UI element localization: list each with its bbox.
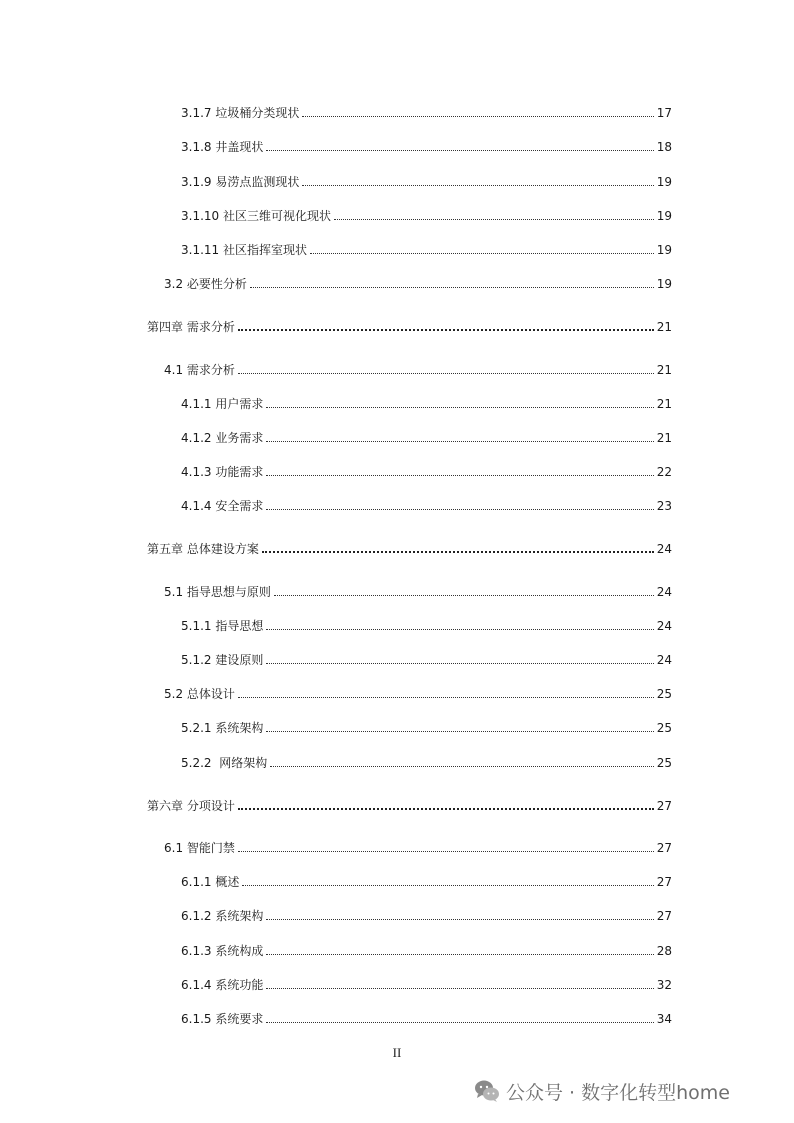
toc-entry-number: 6.1.5	[181, 1012, 212, 1026]
toc-leader-dots	[302, 185, 653, 186]
toc-entry-number: 6.1.1	[181, 875, 212, 889]
toc-entry-page: 21	[656, 320, 672, 334]
toc-leader-dots	[266, 407, 653, 408]
toc-entry-label: 需求分析	[186, 363, 235, 377]
toc-entry-label: 用户需求	[215, 397, 264, 411]
toc-entry-number: 4.1.3	[181, 465, 212, 479]
toc-leader-dots	[266, 629, 653, 630]
toc-leader-dots	[302, 116, 653, 117]
toc-entry-title	[181, 242, 310, 258]
toc-entry-label: 概述	[215, 875, 240, 889]
toc-subsection[interactable]	[181, 172, 672, 190]
toc-subsection[interactable]	[181, 103, 672, 121]
toc-entry-number: 5.1.1	[181, 619, 212, 633]
toc-entry-page: 25	[656, 687, 672, 701]
toc-entry-title	[181, 755, 270, 771]
toc-entry-number: 6.1.2	[181, 909, 212, 923]
toc-entry-number: 第四章	[147, 320, 184, 334]
toc-leader-dots	[266, 150, 653, 151]
toc-entry-title	[181, 430, 266, 446]
toc-entry-page: 24	[656, 653, 672, 667]
toc-entry-page: 27	[656, 841, 672, 855]
toc-entry-title	[181, 464, 266, 480]
toc-subsection[interactable]	[181, 718, 672, 736]
watermark-text: 公众号 · 数字化转型home	[506, 1081, 730, 1104]
toc-subsection[interactable]	[181, 872, 672, 890]
toc-leader-dots	[250, 287, 654, 288]
toc-entry-page: 21	[656, 363, 672, 377]
toc-subsection[interactable]	[181, 1009, 672, 1027]
toc-subsection[interactable]	[181, 906, 672, 924]
toc-entry-title	[181, 977, 266, 993]
toc-entry-label: 社区三维可视化现状	[223, 209, 332, 223]
toc-entry-page: 19	[656, 243, 672, 257]
toc-entry-page: 21	[656, 431, 672, 445]
toc-subsection[interactable]	[181, 941, 672, 959]
toc-subsection[interactable]	[181, 753, 672, 771]
toc-entry-title	[164, 686, 238, 702]
toc-entry-number: 3.2	[164, 277, 184, 291]
toc-subsection[interactable]	[181, 240, 672, 258]
toc-entry-number: 6.1	[164, 841, 184, 855]
toc-entry-page: 24	[656, 585, 672, 599]
toc-entry-label: 业务需求	[215, 431, 264, 445]
toc-entry-title	[147, 541, 262, 557]
toc-entry-label: 总体建设方案	[186, 542, 259, 556]
toc-entry-label: 社区指挥室现状	[223, 243, 308, 257]
toc-leader-dots	[242, 885, 653, 886]
toc-entry-page: 18	[656, 140, 672, 154]
toc-entry-number: 3.1.9	[181, 175, 212, 189]
toc-section[interactable]	[164, 360, 672, 378]
toc-leader-dots	[266, 441, 653, 442]
toc-entry-number: 4.1	[164, 363, 184, 377]
toc-subsection[interactable]	[181, 462, 672, 480]
toc-entry-title	[164, 840, 238, 856]
toc-chapter[interactable]	[147, 317, 672, 335]
toc-entry-number: 5.2.1	[181, 721, 212, 735]
toc-leader-dots	[262, 551, 654, 553]
toc-entry-number: 5.1	[164, 585, 184, 599]
toc-section[interactable]	[164, 684, 672, 702]
toc-entry-number: 3.1.11	[181, 243, 220, 257]
toc-entry-label: 垃圾桶分类现状	[215, 106, 300, 120]
toc-entry-label: 系统功能	[215, 978, 264, 992]
toc-entry-title	[181, 943, 266, 959]
toc-leader-dots	[266, 663, 653, 664]
toc-entry-number: 3.1.7	[181, 106, 212, 120]
toc-entry-page: 34	[656, 1012, 672, 1026]
toc-entry-page: 23	[656, 499, 672, 513]
toc-subsection[interactable]	[181, 137, 672, 155]
toc-entry-number: 6.1.3	[181, 944, 212, 958]
toc-entry-title	[164, 584, 274, 600]
toc-section[interactable]	[164, 838, 672, 856]
toc-entry-page: 19	[656, 175, 672, 189]
toc-entry-label: 井盖现状	[215, 140, 264, 154]
toc-entry-title	[147, 319, 238, 335]
toc-entry-page: 28	[656, 944, 672, 958]
toc-entry-title	[181, 618, 266, 634]
toc-entry-title	[181, 208, 334, 224]
toc-entry-label: 建设原则	[215, 653, 264, 667]
toc-entry-number: 3.1.10	[181, 209, 220, 223]
toc-entry-title	[181, 874, 242, 890]
toc-entry-number: 5.2.2	[181, 756, 212, 770]
toc-section[interactable]	[164, 582, 672, 600]
toc-subsection[interactable]	[181, 428, 672, 446]
toc-entry-page: 24	[656, 619, 672, 633]
toc-chapter[interactable]	[147, 796, 672, 814]
toc-entry-page: 27	[656, 799, 672, 813]
toc-leader-dots	[238, 697, 654, 698]
toc-entry-label: 必要性分析	[186, 277, 247, 291]
toc-entry-page: 22	[656, 465, 672, 479]
toc-entry-page: 21	[656, 397, 672, 411]
toc-entry-number: 3.1.8	[181, 140, 212, 154]
toc-entry-title	[181, 1011, 266, 1027]
toc-entry-label: 系统构成	[215, 944, 264, 958]
toc-entry-page: 27	[656, 909, 672, 923]
toc-entry-title	[181, 908, 266, 924]
toc-subsection[interactable]	[181, 206, 672, 224]
toc-leader-dots	[266, 988, 653, 989]
toc-leader-dots	[266, 954, 653, 955]
toc-subsection[interactable]	[181, 394, 672, 412]
toc-entry-number: 4.1.4	[181, 499, 212, 513]
toc-leader-dots	[266, 731, 653, 732]
toc-entry-page: 25	[656, 756, 672, 770]
toc-entry-title	[147, 798, 238, 814]
toc-subsection[interactable]	[181, 975, 672, 993]
toc-entry-number: 4.1.2	[181, 431, 212, 445]
toc-entry-number: 第五章	[147, 542, 184, 556]
toc-entry-page: 17	[656, 106, 672, 120]
toc-entry-title	[164, 276, 250, 292]
toc-leader-dots	[238, 808, 654, 810]
toc-entry-title	[181, 498, 266, 514]
toc-leader-dots	[334, 219, 654, 220]
toc-entry-label: 易涝点监测现状	[215, 175, 300, 189]
toc-entry-label: 需求分析	[186, 320, 235, 334]
toc-entry-label: 智能门禁	[186, 841, 235, 855]
toc-leader-dots	[266, 509, 653, 510]
toc-chapter[interactable]	[147, 539, 672, 557]
toc-subsection[interactable]	[181, 496, 672, 514]
toc-entry-label: 总体设计	[186, 687, 235, 701]
toc-leader-dots	[266, 919, 653, 920]
wechat-icon	[474, 1079, 500, 1103]
toc-entry-title	[181, 652, 266, 668]
toc-entry-label: 分项设计	[186, 799, 235, 813]
toc-entry-number: 第六章	[147, 799, 184, 813]
toc-leader-dots	[238, 373, 654, 374]
toc-entry-page: 19	[656, 277, 672, 291]
toc-entry-number: 5.1.2	[181, 653, 212, 667]
toc-entry-title	[181, 105, 302, 121]
toc-subsection[interactable]	[181, 616, 672, 634]
toc-entry-title	[164, 362, 238, 378]
toc-entry-label: 功能需求	[215, 465, 264, 479]
toc-entry-label: 指导思想	[215, 619, 264, 633]
toc-entry-number: 4.1.1	[181, 397, 212, 411]
toc-entry-label: 系统要求	[215, 1012, 264, 1026]
toc-entry-title	[181, 174, 302, 190]
toc-entry-number: 5.2	[164, 687, 184, 701]
toc-section[interactable]	[164, 274, 672, 292]
toc-leader-dots	[238, 851, 654, 852]
toc-entry-label: 安全需求	[215, 499, 264, 513]
toc-entry-page: 27	[656, 875, 672, 889]
toc-leader-dots	[274, 595, 654, 596]
toc-entry-label: 系统架构	[215, 721, 264, 735]
toc-entry-title	[181, 139, 266, 155]
toc-entry-page: 24	[656, 542, 672, 556]
toc-leader-dots	[310, 253, 654, 254]
toc-leader-dots	[270, 766, 654, 767]
toc-entry-label: 网络架构	[215, 756, 268, 770]
toc-entry-title	[181, 396, 266, 412]
toc-entry-page: 25	[656, 721, 672, 735]
toc-entry-page: 32	[656, 978, 672, 992]
toc-leader-dots	[266, 475, 653, 476]
page-number: II	[392, 1045, 402, 1060]
toc-entry-number: 6.1.4	[181, 978, 212, 992]
toc-subsection[interactable]	[181, 650, 672, 668]
toc-entry-label: 指导思想与原则	[186, 585, 271, 599]
toc-entry-title	[181, 720, 266, 736]
watermark	[474, 1076, 730, 1106]
toc-leader-dots	[266, 1022, 653, 1023]
toc-entry-page: 19	[656, 209, 672, 223]
toc-leader-dots	[238, 329, 654, 331]
toc-entry-label: 系统架构	[215, 909, 264, 923]
